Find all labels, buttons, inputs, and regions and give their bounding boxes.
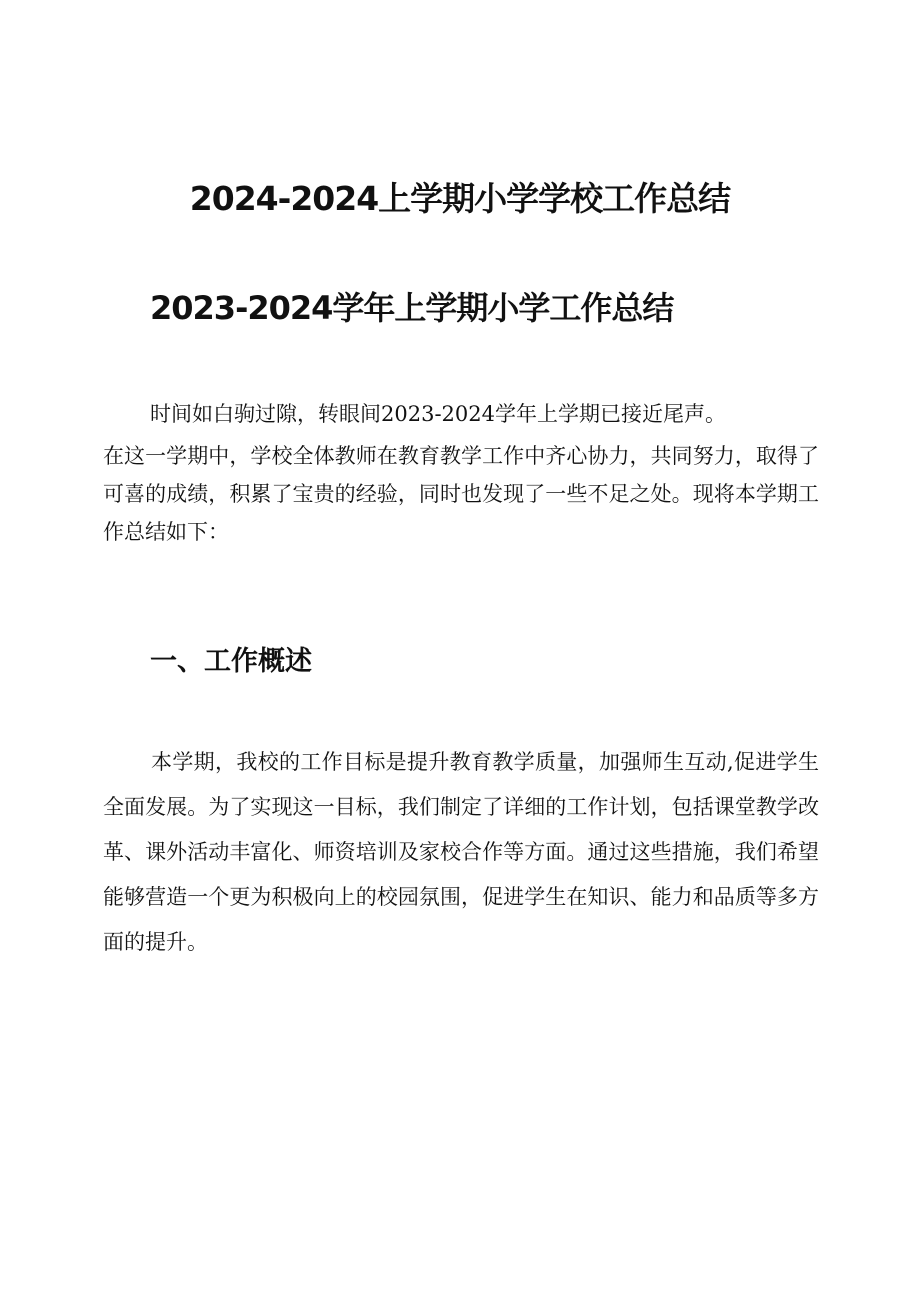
intro-paragraph: 在这一学期中，学校全体教师在教育教学工作中齐心协力，共同努力，取得了可喜的成绩，积累了宝贵的经验，同时也发现了一些不足之处。现将本学期工作总结如下：: [103, 444, 819, 544]
document-subtitle: 2023-2024学年上学期小学工作总结: [150, 289, 674, 327]
section-heading-overview: 一、工作概述: [150, 646, 312, 677]
document-title: 2024-2024上学期小学学校工作总结: [189, 179, 731, 218]
section-body-overview: 本学期，我校的工作目标是提升教育教学质量，加强师生互动,促进学生全面发展。为了实现这一目标，我们制定了详细的工作计划，包括课堂教学改革、课外活动丰富化、师资培训及家校合作等方面。通过这些措施，我们希望能够营造一个更为积极向上的校园氛围，促进学生在知识、能力和品质等多方面的提升。: [103, 750, 819, 954]
intro-first-line: 时间如白驹过隙，转眼间2023-2024学年上学期已接近尾声。: [150, 402, 726, 426]
